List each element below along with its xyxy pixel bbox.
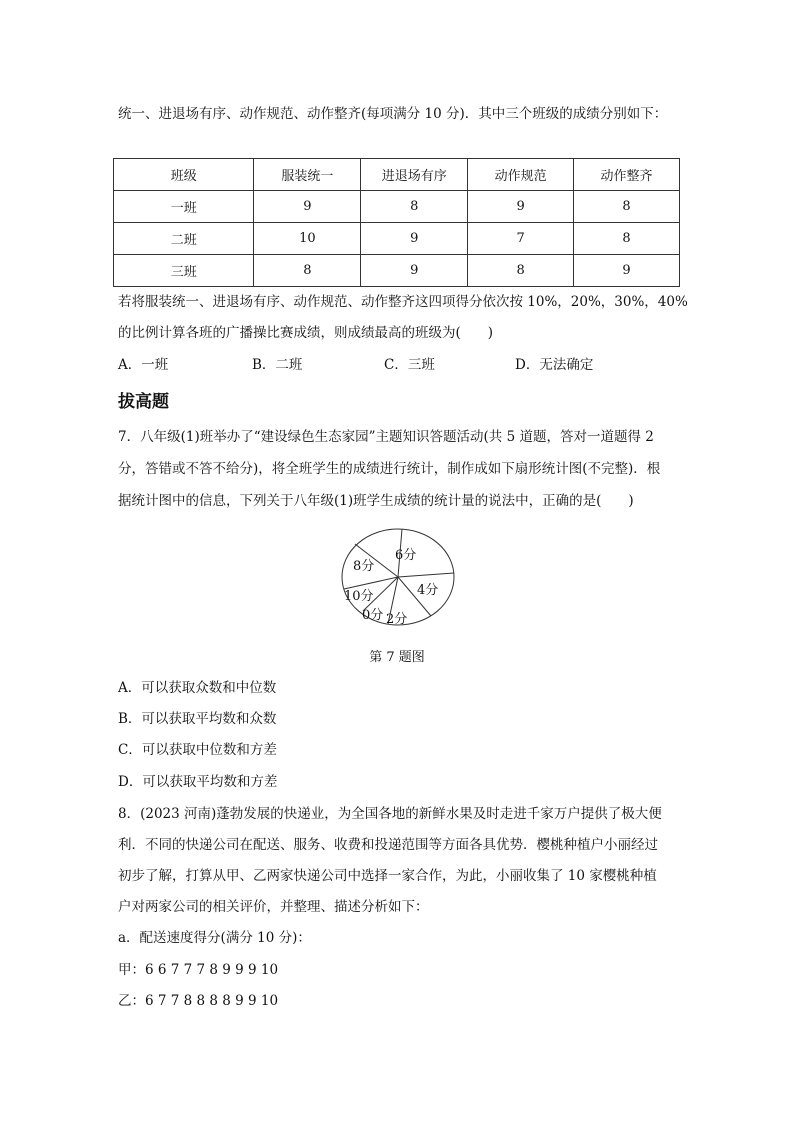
pie-slice-border [398, 573, 454, 577]
q7-option-c: C．可以获取中位数和方差 [118, 742, 277, 758]
q6-option-a: A．一班 [118, 357, 169, 373]
table-cell: 8 [574, 191, 680, 223]
pie-label-4: 4分 [417, 583, 439, 598]
table-cell: 7 [468, 223, 574, 255]
section-heading: 拔高题 [118, 392, 169, 412]
q7-option-d: D．可以获取平均数和方差 [118, 774, 278, 790]
q7-text-line: 分，答错或不答不给分)，将全班学生的成绩进行统计，制作成如下扇形统计图(不完整)．根 [118, 461, 661, 477]
q7-text-line: 据统计图中的信息，下列关于八年级(1)班学生成绩的统计量的说法中，正确的是( ) [118, 493, 634, 509]
table-cell: 8 [468, 255, 574, 287]
table-cell: 8 [361, 191, 468, 223]
intro-line: 统一、进退场有序、动作规范、动作整齐(每项满分 10 分)．其中三个班级的成绩分别如下： [118, 106, 668, 122]
pie-chart [335, 527, 465, 637]
pie-label-6: 6分 [395, 548, 417, 563]
table-cell: 9 [361, 255, 468, 287]
q6-option-b: B．二班 [252, 357, 303, 373]
q7-text-line: 7．八年级(1)班举办了“建设绿色生态家园”主题知识答题活动(共 5 道题，答对一道题得 2 [118, 429, 654, 445]
table-row [114, 191, 680, 223]
q8-text-line: 利．不同的快递公司在配送、服务、收费和投递范围等方面各具优势．樱桃种植户小丽经过 [118, 837, 658, 853]
q8-jia-scores: 甲：6 6 7 7 7 8 9 9 9 10 [118, 962, 279, 978]
q7-option-b: B．可以获取平均数和众数 [118, 711, 277, 727]
q8-yi-scores: 乙：6 7 7 8 8 8 8 9 9 10 [118, 993, 279, 1009]
pie-slice-border [344, 577, 398, 589]
q8-text-line: 户对两家公司的相关评价，并整理、描述分析如下： [118, 899, 429, 915]
q8-text-line: 8．(2023 河南)蓬勃发展的快递业，为全国各地的新鲜水果及时走进千家万户提供了极大便 [118, 806, 662, 822]
pie-label-0: 0分 [362, 608, 384, 623]
table-header-cell: 动作整齐 [574, 159, 680, 191]
q8-part-a: a．配送速度得分(满分 10 分)： [118, 930, 311, 946]
table-header-row [114, 159, 680, 191]
pie-label-2: 2分 [386, 612, 408, 627]
table-cell: 9 [574, 255, 680, 287]
q6-options [118, 355, 718, 375]
pie-label-8: 8分 [353, 559, 375, 574]
q7-option-a: A．可以获取众数和中位数 [118, 680, 277, 696]
scores-table [113, 158, 680, 287]
table-cell: 二班 [114, 223, 254, 255]
table-cell: 8 [254, 255, 361, 287]
table-header-cell: 班级 [114, 159, 254, 191]
q6-option-d: D．无法确定 [515, 357, 594, 373]
q6-text-line: 的比例计算各班的广播操比赛成绩，则成绩最高的班级为( ) [118, 325, 494, 341]
figure-caption: 第 7 题图 [369, 650, 425, 665]
q6-option-c: C．三班 [384, 357, 435, 373]
q8-text-line: 初步了解，打算从甲、乙两家快递公司中选择一家合作，为此，小丽收集了 10 家樱桃种植 [118, 868, 657, 884]
table-cell: 9 [254, 191, 361, 223]
table-row [114, 255, 680, 287]
table-cell: 10 [254, 223, 361, 255]
table-cell: 三班 [114, 255, 254, 287]
pie-label-10: 10分 [344, 589, 374, 604]
table-cell: 一班 [114, 191, 254, 223]
q6-text-line: 若将服装统一、进退场有序、动作规范、动作整齐这四项得分依次按 10%，20%，30%，40% [118, 294, 688, 310]
table-header-cell: 动作规范 [468, 159, 574, 191]
table-cell: 8 [574, 223, 680, 255]
table-row [114, 223, 680, 255]
table-cell: 9 [361, 223, 468, 255]
table-cell: 9 [468, 191, 574, 223]
table-header-cell: 服装统一 [254, 159, 361, 191]
table-header-cell: 进退场有序 [361, 159, 468, 191]
